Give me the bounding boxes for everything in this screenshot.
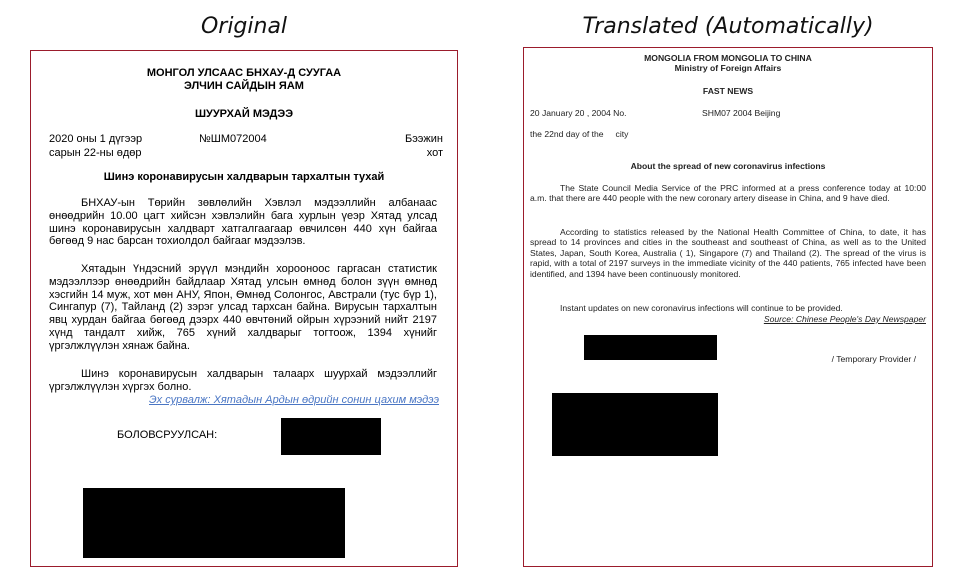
original-document xyxy=(30,50,458,567)
subject: About the spread of new coronavirus infections xyxy=(630,161,826,171)
paragraph-3: Instant updates on new coronavirus infections will continue to be provided. xyxy=(560,303,843,313)
org-line-1: МОНГОЛ УЛСААС БНХАУ-Д СУУГАА xyxy=(146,67,342,79)
paragraph-2: According to statistics released by the National Health Committee of China, to date, it has spread to 14 provinces and cities in the southeast and southeast of China, as well as to the United States, Japan, South Korea, Australia ( 1), Singapore (7) and Thailand (2). The spread of the virus is rapid, with a total of 2197 surveys in the immediate vicinity of the 440 patients, 765 infected have been identified, and 1394 have been continuously monitored. xyxy=(530,227,926,279)
translated-heading: Translated (Automatically) xyxy=(582,14,874,39)
document-type: FAST NEWS xyxy=(702,86,754,96)
source-link[interactable]: Эх сурвалж: Хятадын Ардын өдрийн сонин цахим мэдээ xyxy=(149,394,439,406)
translated-document xyxy=(523,47,933,567)
org-line-2: ЭЛЧИН САЙДЫН ЯАМ xyxy=(184,80,304,92)
paragraph-1: БНХАУ-ын Төрийн зөвлөлийн Хэвлэл мэдээллийн албанаас өнөөдрийн 10.00 цагт хийсэн хэвлэлийн бага хурлын үеэр Хятад улсад шинэ коронавирусын халдварт хатгалгаагаар өвчилсөн 440 хүн байгаа бөгөөд 9 нас барсан тохиолдол байгааг мэдээлэв. xyxy=(49,197,437,248)
document-type: ШУУРХАЙ МЭДЭЭ xyxy=(194,108,294,120)
city-line-2: хот xyxy=(426,147,443,159)
date-line-2: сарын 22-ны өдөр xyxy=(49,147,142,159)
redaction-block xyxy=(584,335,717,360)
prepared-label: БОЛОВСРУУЛСАН: xyxy=(117,429,218,441)
document-number: SHM07 2004 Beijing xyxy=(702,108,781,118)
paragraph-1: The State Council Media Service of the PRC informed at a press conference today at 10:00 a.m. that there are 440 people with the new coronary artery disease in China, and 9 have died. xyxy=(530,183,926,204)
redaction-block xyxy=(83,488,345,558)
source-link[interactable]: Source: Chinese People's Day Newspaper xyxy=(763,314,926,324)
redaction-block xyxy=(552,393,718,456)
date-line-1: 2020 оны 1 дүгээр xyxy=(49,133,143,145)
paragraph-3: Шинэ коронавирусын халдварын талаарх шуурхай мэдээллийг үргэлжлүүлэн хүргэх болно. xyxy=(49,368,437,393)
subject: Шинэ коронавирусын халдварын тархалтын тухай xyxy=(103,171,385,183)
redaction-block xyxy=(281,418,381,455)
document-number: №ШМ072004 xyxy=(199,133,267,145)
org-line-1: MONGOLIA FROM MONGOLIA TO CHINA xyxy=(644,53,812,63)
provider-label: / Temporary Provider / xyxy=(831,354,916,364)
org-line-2: Ministry of Foreign Affairs xyxy=(674,63,782,73)
date-line: 20 January 20 , 2004 No. xyxy=(530,108,627,118)
city-line-1: Бээжин xyxy=(404,133,443,145)
paragraph-2: Хятадын Үндэсний эрүүл мэндийн хорооноос гаргасан статистик мэдээллээр өнөөдрийн байдлаар Хятад улсын өмнөд болон зүүн өмнөд хэсгийн 14 муж, хот мөн АНУ, Япон, Өмнөд Солонгос, Австрали (тус бүр 1), Сингапур (7), Тайланд (2) зэрэг улсад тархсан байна. Вирусын тархалтын явц хурдан байгаа бөгөөд дээрх 440 өвчтөний ойрын хүрээний нийт 2197 хүнд тандалт хийж, 765 хүний халдварыг тогтоож, 1394 хүнийг үргэлжлүүлэн хянаж байна. xyxy=(49,263,437,352)
original-heading: Original xyxy=(200,14,288,39)
date-line-2: the 22nd day of the city xyxy=(530,129,629,139)
